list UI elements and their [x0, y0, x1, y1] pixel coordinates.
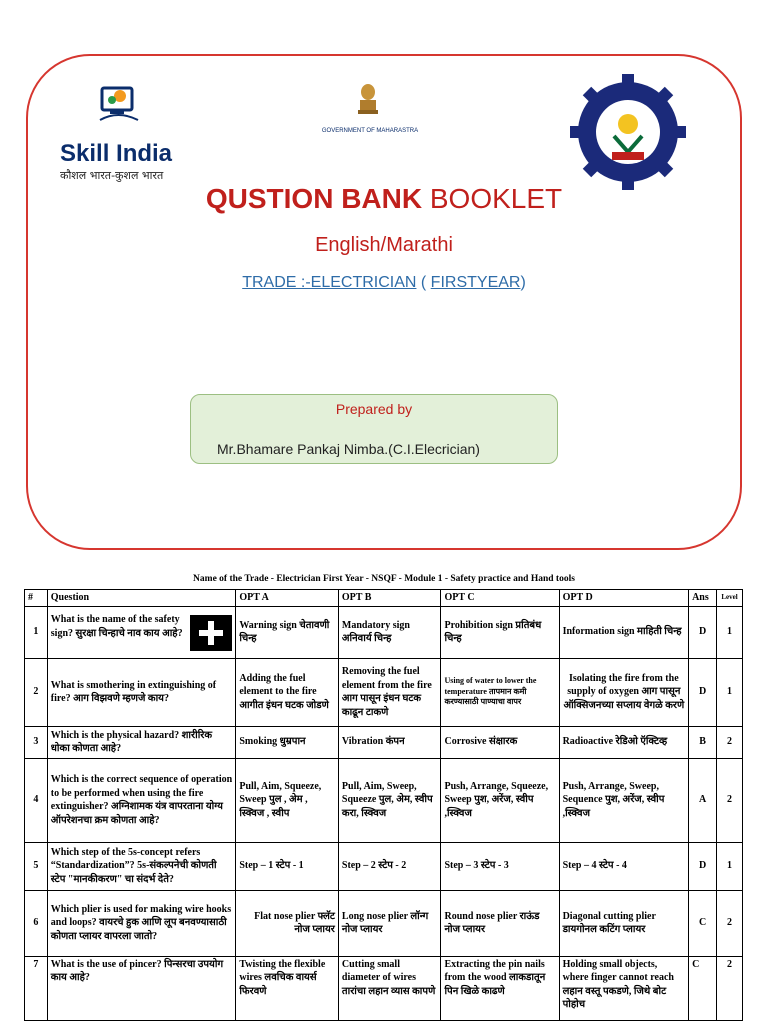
state-emblem-icon: [354, 82, 382, 118]
row-question: What is smothering in extinguishing of fire? आग विझवणे म्हणजे काय?: [47, 658, 236, 726]
table-row: [25, 758, 743, 842]
table-row: [25, 842, 743, 890]
title-part-2: BOOKLET: [429, 183, 563, 214]
page-title: [0, 183, 768, 215]
trade-paren-open: (: [416, 274, 431, 291]
row-number: 3: [25, 726, 48, 758]
row-opt-b: Vibration कंपन: [338, 726, 441, 758]
institute-gear-logo-icon: [568, 72, 688, 192]
row-number: 6: [25, 890, 48, 956]
preparer-name: Mr.Bhamare Pankaj Nimba.(C.I.Elecrician): [217, 441, 480, 457]
row-opt-d: Holding small objects, where finger cannot reach लहान वस्तू पकडणे, जिथे बोट पोहोच: [559, 956, 689, 1020]
table-row: [25, 956, 743, 1020]
header-ans: Ans: [689, 590, 717, 607]
row-number: 5: [25, 842, 48, 890]
row-opt-c: Prohibition sign प्रतिबंध चिन्ह: [441, 606, 559, 658]
header-opt-d: OPT D: [559, 590, 689, 607]
row-number: 1: [25, 606, 48, 658]
row-number: 7: [25, 956, 48, 1020]
row-level: 2: [717, 956, 743, 1020]
row-opt-c: Push, Arrange, Squeeze, Sweep पुश, अरेंज, स्वीप ,स्क्विज: [441, 758, 559, 842]
header-opt-a: OPT A: [236, 590, 339, 607]
row-opt-a: Adding the fuel element to the fire आगीत इंधन घटक जोडणे: [236, 658, 339, 726]
row-answer: C: [689, 956, 717, 1020]
first-aid-sign-icon: [190, 615, 232, 651]
table-row: [25, 658, 743, 726]
government-label: GOVERNMENT OF MAHARASTRA: [321, 128, 419, 134]
row-opt-b: Pull, Aim, Sweep, Squeeze पुल, अेम, स्वीप करा, स्क्विज: [338, 758, 441, 842]
row-opt-b: Cutting small diameter of wires तारांचा लहान व्यास कापणे: [338, 956, 441, 1020]
table-title: Name of the Trade - Electrician First Year - NSQF - Module 1 - Safety practice and Hand tools: [193, 574, 575, 584]
trade-label: [0, 274, 768, 292]
header-opt-b: OPT B: [338, 590, 441, 607]
row-level: 2: [717, 758, 743, 842]
row-opt-d: Push, Arrange, Sweep, Sequence पुश, अरेंज, स्वीप ,स्क्विज: [559, 758, 689, 842]
row-answer: B: [689, 726, 717, 758]
trade-paren-close: ): [520, 274, 526, 291]
row-opt-b: Removing the fuel element from the fire आग पासून इंधन घटक काढून टाकणे: [338, 658, 441, 726]
row-question: Which plier is used for making wire hooks and loops? वायरचे हुक आणि लूप बनवण्यासाठी कोणता प्लायर वापरला जातो?: [47, 890, 236, 956]
row-opt-d: Step – 4 स्टेप - 4: [559, 842, 689, 890]
row-opt-a: Pull, Aim, Squeeze, Sweep पुल , अेम , स्क्विज , स्वीप: [236, 758, 339, 842]
table-row: [25, 890, 743, 956]
row-answer: C: [689, 890, 717, 956]
question-table: [24, 589, 743, 1021]
row-opt-a: Warning sign चेतावणी चिन्ह: [236, 606, 339, 658]
row-opt-b: Step – 2 स्टेप - 2: [338, 842, 441, 890]
table-header-row: [25, 590, 743, 607]
row-opt-d: Information sign माहिती चिन्ह: [559, 606, 689, 658]
row-level: 1: [717, 658, 743, 726]
row-opt-c: Using of water to lower the temperature तापमान कमी करण्यासाठी पाण्याचा वापर: [441, 658, 559, 726]
header-question: Question: [47, 590, 236, 607]
row-opt-d: Radioactive रेडिओ ऍक्टिव्ह: [559, 726, 689, 758]
table-row: [25, 606, 743, 658]
row-question: What is the use of pincer? पिन्सरचा उपयोग काय आहे?: [47, 956, 236, 1020]
table-row: [25, 726, 743, 758]
row-opt-a: Step – 1 स्टेप - 1: [236, 842, 339, 890]
row-opt-d: Isolating the fire from the supply of oxygen आग पासून ऑक्सिजनच्या सप्लाय वेगळे करणे: [559, 658, 689, 726]
row-answer: A: [689, 758, 717, 842]
row-answer: D: [689, 842, 717, 890]
row-opt-a: Smoking धुम्रपान: [236, 726, 339, 758]
row-level: 1: [717, 606, 743, 658]
row-number: 2: [25, 658, 48, 726]
prepared-by-label: Prepared by: [335, 401, 413, 417]
row-answer: D: [689, 606, 717, 658]
header-number: #: [25, 590, 48, 607]
row-opt-b: Mandatory sign अनिवार्य चिन्ह: [338, 606, 441, 658]
skill-india-tagline: कौशल भारत-कुशल भारत: [60, 169, 164, 182]
row-opt-c: Corrosive संक्षारक: [441, 726, 559, 758]
row-opt-a: Twisting the flexible wires लवचिक वायर्स फिरवणे: [236, 956, 339, 1020]
language-label: English/Marathi: [315, 234, 453, 256]
row-opt-a: Flat nose plier फ्लॅट नोज प्लायर: [236, 890, 339, 956]
row-number: 4: [25, 758, 48, 842]
row-level: 2: [717, 726, 743, 758]
row-question: Which is the correct sequence of operation to be performed when using the fire extinguisher? अग्निशामक यंत्र वापरताना योग्य ऑपरेशनचा क्रम कोणता आहे?: [47, 758, 236, 842]
title-part-1: QUSTION BANK: [205, 183, 430, 214]
header-opt-c: OPT C: [441, 590, 559, 607]
trade-prefix: TRADE :-ELECTRICIAN: [242, 274, 417, 291]
row-opt-b: Long nose plier लॉन्ग नोज प्लायर: [338, 890, 441, 956]
prepared-by-box: [190, 394, 558, 464]
row-opt-c: Step – 3 स्टेप - 3: [441, 842, 559, 890]
skill-india-wordmark: Skill India: [60, 140, 173, 167]
row-question: Which is the physical hazard? शारीरिक धोका कोणता आहे?: [47, 726, 236, 758]
row-question-text: What is the name of the safety sign? सुरक्षा चिन्हाचे नाव काय आहे?: [50, 614, 183, 639]
row-opt-c: Round nose plier राऊंड नोज प्लायर: [441, 890, 559, 956]
row-opt-c: Extracting the pin nails from the wood लाकडातून पिन खिळे काढणे: [441, 956, 559, 1020]
row-answer: D: [689, 658, 717, 726]
row-level: 2: [717, 890, 743, 956]
row-question: [47, 606, 236, 658]
header-level: Level: [717, 590, 743, 607]
trade-year: FIRSTYEAR: [430, 274, 521, 291]
row-level: 1: [717, 842, 743, 890]
row-question: Which step of the 5s-concept refers “Standardization”? 5s-संकल्पनेची कोणती स्टेप "मानकीकरण" चा संदर्भ देते?: [47, 842, 236, 890]
row-opt-d: Diagonal cutting plier डायगोनल कटिंग प्लायर: [559, 890, 689, 956]
